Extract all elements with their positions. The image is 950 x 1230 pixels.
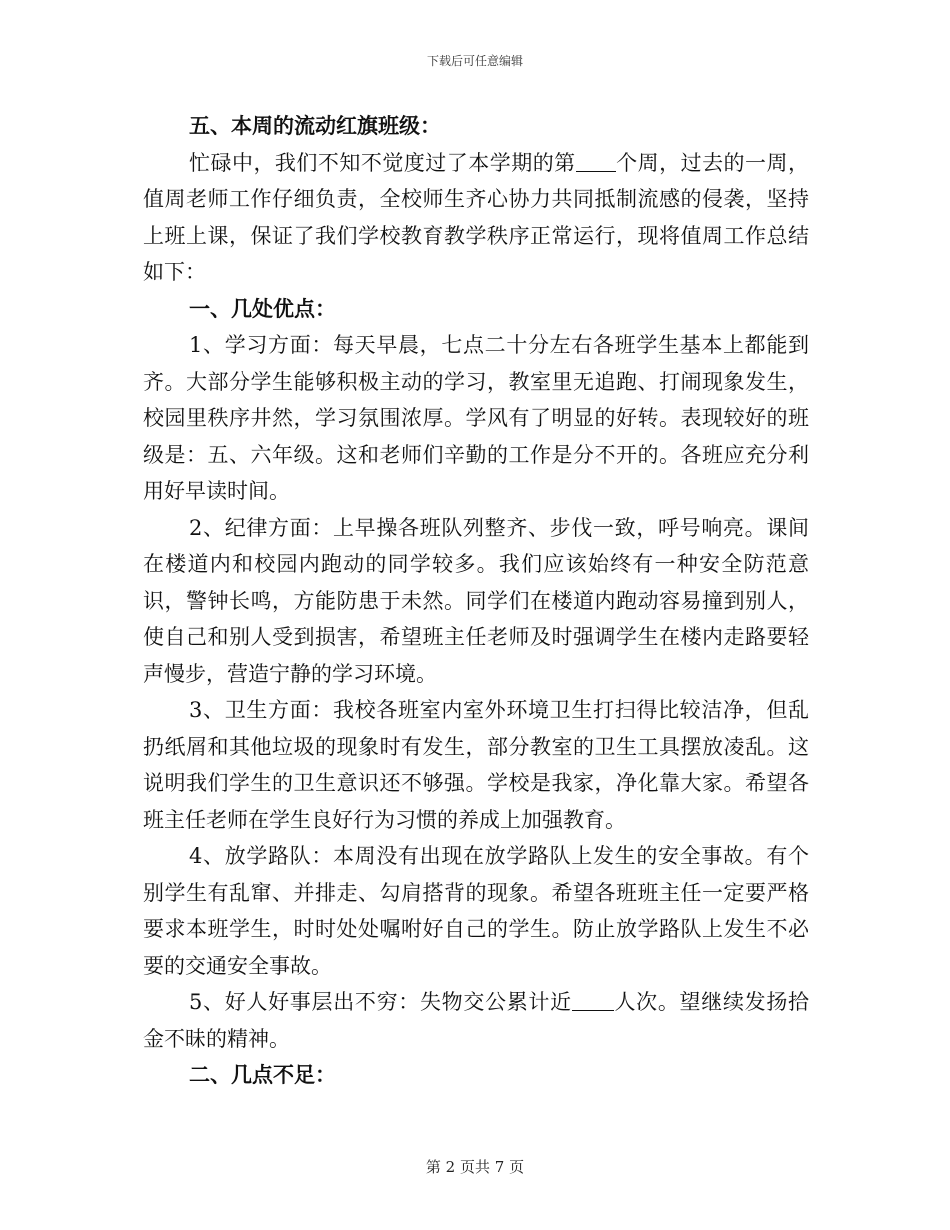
section-heading-5: 五、本周的流动红旗班级： [189,113,441,138]
page-footer: 第 2 页共 7 页 [425,1158,525,1176]
intro-paragraph [143,145,809,291]
section-heading-2: 二、几点不足： [189,1062,336,1087]
item5-text-after: 人次。望继续发扬拾金不昧的精神。 [143,990,810,1051]
document-body [143,108,809,1094]
page-header: 下载后可任意编辑 [426,54,523,68]
week-number-blank [576,150,616,172]
item-paragraph-4: 4、放学路队：本周没有出现在放学路队上发生的安全事故。有个别学生有乱窜、并排走、勾肩搭背的现象。希望各班班主任一定要严格要求本班学生，时时处处嘱咐好自己的学生。防止放学路队上发生不必要的交通安全事故。 [143,844,809,978]
item-paragraph-2: 2、纪律方面：上早操各班队列整齐、步伐一致，呼号响亮。课间在楼道内和校园内跑动的同学较多。我们应该始终有一种安全防范意识，警钟长鸣，方能防患于未然。同学们在楼道内跑动容易撞到别人，使自己和别人受到损害，希望班主任老师及时强调学生在楼内走路要轻声慢步，营造宁静的学习环境。 [143,515,809,686]
item-paragraph-3: 3、卫生方面：我校各班室内室外环境卫生打扫得比较洁净，但乱扔纸屑和其他垃圾的现象时有发生，部分教室的卫生工具摆放凌乱。这说明我们学生的卫生意识还不够强。学校是我家，净化靠大家。希望各班主任老师在学生良好行为习惯的养成上加强教育。 [143,698,809,832]
count-blank [572,989,614,1011]
item-paragraph-5 [143,984,809,1057]
section-heading-1: 一、几处优点： [189,295,336,321]
item5-text-before: 5、好人好事层出不穷：失物交公累计近 [189,990,572,1014]
item-paragraph-1: 1、学习方面：每天早晨，七点二十分左右各班学生基本上都能到齐。大部分学生能够积极主动的学习，教室里无追跑、打闹现象发生，校园里秩序井然，学习氛围浓厚。学风有了明显的好转。表现较好的班级是：五、六年级。这和老师们辛勤的工作是分不开的。各班应充分利用好早读时间。 [143,333,809,503]
intro-text-before: 忙碌中，我们不知不觉度过了本学期的第 [189,150,576,175]
intro-text-after: 个周，过去的一周，值周老师工作仔细负责，全校师生齐心协力共同抵制流感的侵袭，坚持上班上课，保证了我们学校教育教学秩序正常运行，现将值周工作总结如下： [143,150,810,284]
